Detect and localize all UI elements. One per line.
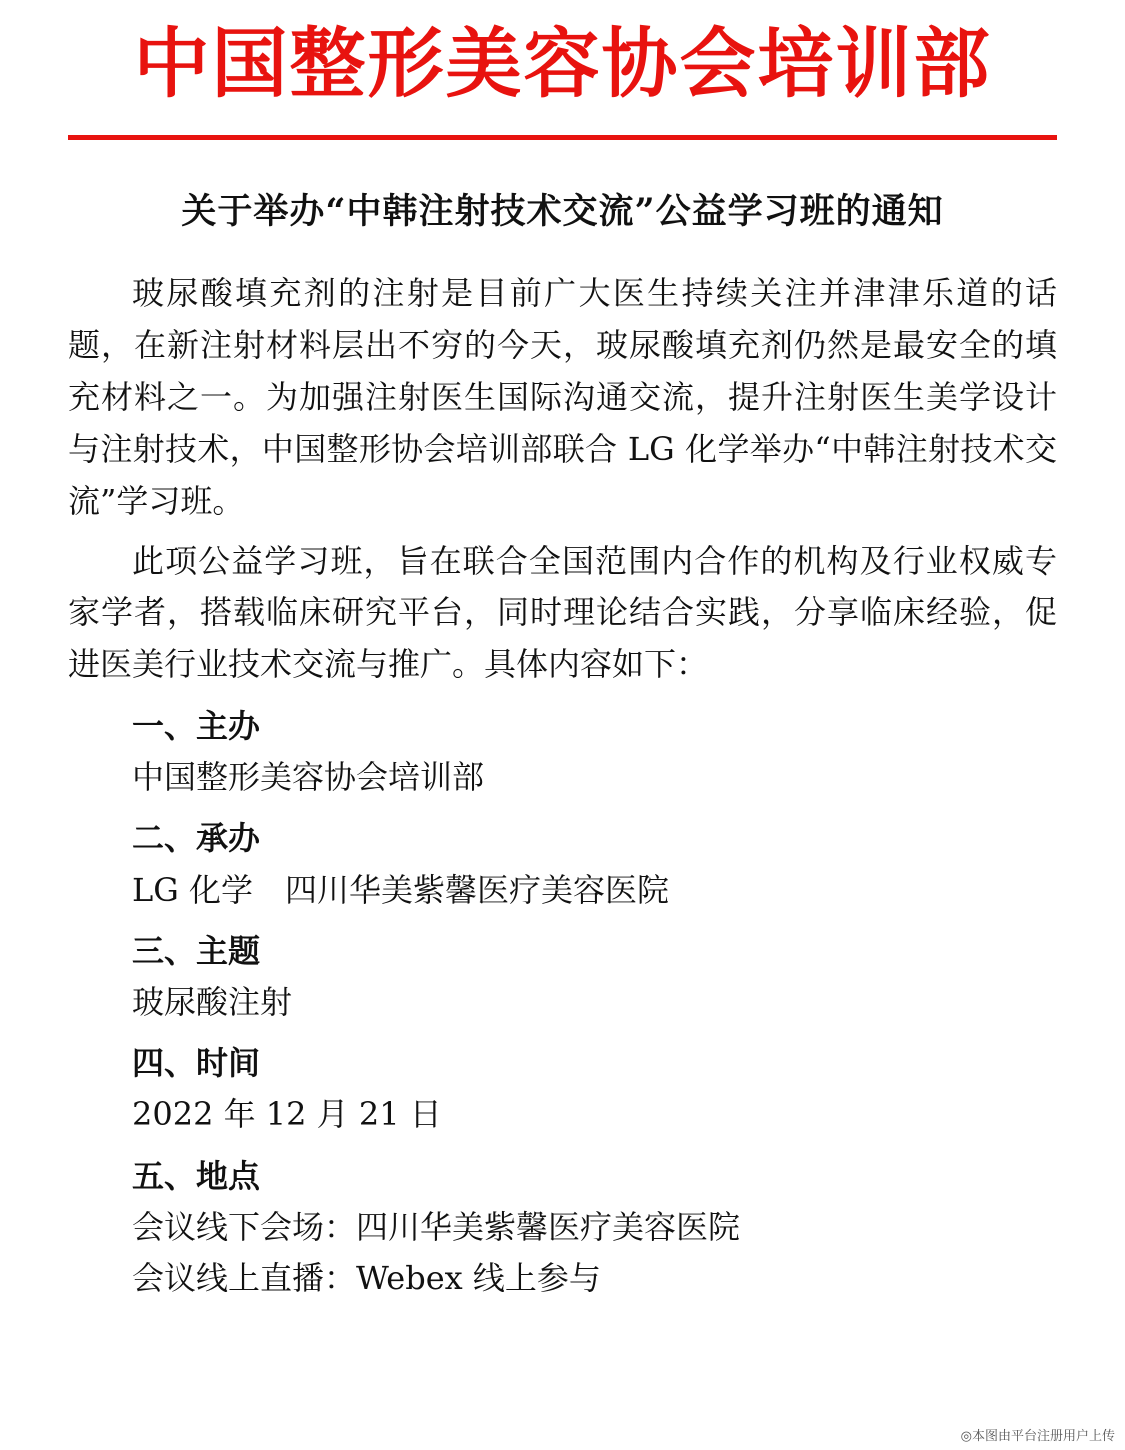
section-location [68,1151,1057,1305]
body-paragraph: 玻尿酸填充剂的注射是目前广大医生持续关注并津津乐道的话题，在新注射材料层出不穷的今天，玻尿酸填充剂仍然是最安全的填充材料之一。为加强注射医生国际沟通交流，提升注射医生美学设计与注射技术，中国整形协会培训部联合 LG 化学举办“中韩注射技术交流”学习班。 [68,274,1057,520]
section-co-organizer [68,813,1057,915]
section-heading: 一、主办 [132,707,261,746]
letterhead-organization: 中国整形美容协会培训部 [133,19,992,108]
section-line: 2022 年 12 月 21 日 [132,1095,442,1134]
section-topic [68,926,1057,1028]
letterhead-divider [68,135,1057,140]
body-paragraph: 此项公益学习班，旨在联合全国范围内合作的机构及行业权威专家学者，搭载临床研究平台，同时理论结合实践，分享临床经验，促进医美行业技术交流与推广。具体内容如下： [68,541,1057,684]
section-line: 会议线下会场：四川华美紫馨医疗美容医院 [132,1207,741,1246]
page-title: 关于举办“中韩注射技术交流”公益学习班的通知 [181,191,944,233]
section-organizer [68,701,1057,803]
section-heading: 三、主题 [132,931,261,970]
section-line: LG 化学 四川华美紫馨医疗美容医院 [132,870,669,909]
section-heading: 五、地点 [132,1156,261,1195]
letterhead [68,0,1057,140]
section-heading: 二、承办 [132,819,261,858]
section-line: 中国整形美容协会培训部 [132,758,485,797]
watermark-text: ◎本图由平台注册用户上传 [960,1429,1115,1444]
section-line: 玻尿酸注射 [132,982,293,1021]
section-heading: 四、时间 [132,1044,261,1083]
section-time [68,1038,1057,1140]
section-line: 会议线上直播：Webex 线上参与 [132,1258,601,1297]
